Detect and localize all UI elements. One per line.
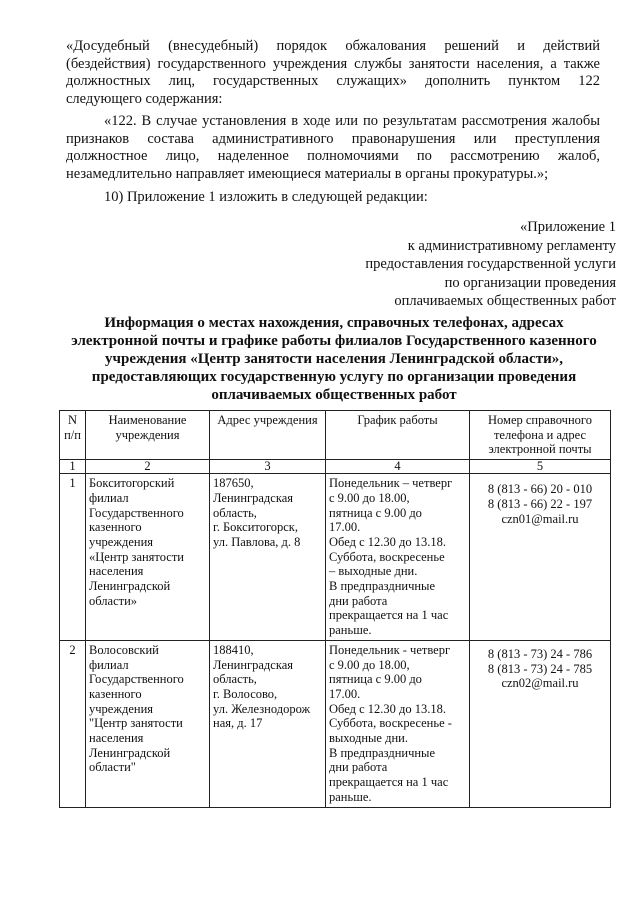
schedule-line: Обед с 12.30 до 13.18.	[329, 701, 446, 716]
table-row	[60, 474, 611, 641]
address-line: ная, д. 17	[213, 716, 263, 731]
column-number-cell: 5	[470, 460, 611, 474]
point-122-line: незамедлительно направляет имеющиеся материалы в органы прокуратуры.»;	[66, 165, 549, 182]
branch-contacts-cell	[470, 640, 611, 807]
point-122-line: признаков состава административного правонарушения или преступления	[66, 130, 600, 147]
branch-name-line: Волосовский	[89, 642, 159, 657]
address-line: ул. Павлова, д. 8	[213, 534, 301, 549]
address-line: Ленинградская	[213, 490, 294, 505]
phone-number: 8 (813 - 66) 20 - 010	[487, 482, 593, 497]
schedule-line: с 9.00 до 18.00,	[329, 490, 410, 505]
point-10-paragraph	[66, 189, 600, 207]
schedule-line: Обед с 12.30 до 13.18.	[329, 534, 446, 549]
branch-name-line: филиал	[89, 657, 129, 672]
column-number-cell: 1	[60, 460, 86, 474]
schedule-line: прекращается на 1 час	[329, 608, 449, 623]
point-122-paragraph	[66, 113, 600, 183]
header-cell-contacts: Номер справочного телефона и адрес электронной почты	[470, 411, 611, 460]
branch-name-line: учреждения	[89, 701, 154, 716]
table-header-row	[60, 411, 611, 460]
branch-schedule-cell	[326, 640, 470, 807]
intro-line: должностных лиц, государственных служащих» дополнить пунктом 122	[66, 73, 600, 90]
address-line: 187650,	[213, 476, 254, 491]
schedule-line: прекращается на 1 час	[329, 775, 449, 790]
schedule-line: с 9.00 до 18.00,	[329, 657, 410, 672]
branch-name-line: населения	[89, 564, 144, 579]
branch-name-line: Государственного	[89, 505, 184, 520]
title-line: Информация о местах нахождения, справочных телефонах, адресах	[104, 315, 564, 331]
column-number-cell: 4	[326, 460, 470, 474]
branch-name-line: филиал	[89, 490, 129, 505]
branch-name-line: "Центр занятости	[89, 716, 183, 731]
point-122-line: должностное лицо, наделенное полномочиями по рассмотрению жалоб,	[66, 148, 600, 165]
address-line: Ленинградская	[213, 657, 294, 672]
schedule-line: Понедельник - четверг	[329, 642, 451, 657]
schedule-line: Суббота, воскресенье -	[329, 716, 452, 731]
schedule-line: раньше.	[329, 789, 372, 804]
schedule-line: раньше.	[329, 623, 372, 638]
branch-name-line: области»	[89, 593, 138, 608]
branch-name-line: «Центр занятости	[89, 549, 184, 564]
schedule-line: выходные дни.	[329, 731, 408, 746]
column-number-cell: 3	[210, 460, 326, 474]
intro-line: «Досудебный (внесудебный) порядок обжалования решений и действий	[66, 38, 600, 54]
row-number: 2	[60, 640, 86, 807]
branch-address-cell	[210, 474, 326, 641]
address-line: ул. Железнодорож	[213, 701, 311, 716]
schedule-line: 17.00.	[329, 520, 361, 535]
schedule-line: пятница с 9.00 до	[329, 505, 422, 520]
address-line: г. Бокситогорск,	[213, 520, 299, 535]
intro-paragraph	[66, 38, 600, 108]
schedule-line: дни работа	[329, 760, 388, 775]
branch-name-line: казенного	[89, 520, 142, 535]
branch-name-line: казенного	[89, 686, 142, 701]
intro-line: следующего содержания:	[66, 90, 223, 107]
address-line: г. Волосово,	[213, 686, 278, 701]
branch-name-line: Ленинградской	[89, 579, 171, 594]
appendix-line: «Приложение 1	[520, 219, 616, 235]
phone-number: 8 (813 - 66) 22 - 197	[487, 496, 593, 511]
branch-name-line: учреждения	[89, 534, 154, 549]
schedule-line: Суббота, воскресенье	[329, 549, 445, 564]
schedule-line: В предпраздничные	[329, 579, 436, 594]
address-line: область,	[213, 505, 257, 520]
phone-number: 8 (813 - 73) 24 - 786	[487, 646, 593, 661]
row-number: 1	[60, 474, 86, 641]
appendix-line: предоставления государственной услуги	[365, 256, 616, 272]
appendix-line: по организации проведения	[444, 274, 616, 291]
table-row	[60, 640, 611, 807]
point-10-line: 10) Приложение 1 изложить в следующей редакции:	[104, 189, 428, 205]
branch-name-line: области"	[89, 760, 136, 775]
address-line: область,	[213, 672, 257, 687]
title-line: учреждения «Центр занятости населения Ленинградской области»,	[105, 351, 563, 367]
schedule-line: В предпраздничные	[329, 745, 436, 760]
branch-name-line: населения	[89, 731, 144, 746]
document-title	[60, 314, 608, 404]
header-cell-address: Адрес учреждения	[210, 411, 326, 460]
title-line: предоставляющих государственную услугу по организации проведения	[91, 369, 577, 385]
column-number-row	[60, 460, 611, 474]
appendix-heading	[365, 218, 616, 311]
branch-name-cell	[86, 474, 210, 641]
branch-name-cell	[86, 640, 210, 807]
appendix-line: оплачиваемых общественных работ	[394, 293, 616, 309]
branch-address-cell	[210, 640, 326, 807]
title-line: оплачиваемых общественных работ	[211, 387, 457, 403]
branches-table	[59, 410, 611, 808]
branch-contacts-cell	[470, 474, 611, 641]
header-cell-num: N п/п	[60, 411, 86, 460]
schedule-line: Понедельник – четверг	[329, 476, 453, 491]
schedule-line: – выходные дни.	[329, 564, 418, 579]
header-cell-name: Наименование учреждения	[86, 411, 210, 460]
title-line: электронной почты и графике работы филиалов Государственного казенного	[71, 333, 597, 349]
branch-name-line: Ленинградской	[89, 745, 171, 760]
email-address: czn02@mail.ru	[501, 676, 579, 691]
header-cell-schedule: График работы	[326, 411, 470, 460]
schedule-line: пятница с 9.00 до	[329, 672, 422, 687]
point-122-line: «122. В случае установления в ходе или по результатам рассмотрения жалобы	[104, 113, 600, 129]
schedule-line: 17.00.	[329, 686, 361, 701]
appendix-line: к административному регламенту	[407, 237, 616, 254]
intro-line: (бездействия) государственного учреждения службы занятости населения, а также	[66, 55, 600, 72]
email-address: czn01@mail.ru	[501, 511, 579, 526]
branch-name-line: Государственного	[89, 672, 184, 687]
branch-name-line: Бокситогорский	[89, 476, 175, 491]
branch-schedule-cell	[326, 474, 470, 641]
phone-number: 8 (813 - 73) 24 - 785	[487, 661, 593, 676]
column-number-cell: 2	[86, 460, 210, 474]
address-line: 188410,	[213, 642, 254, 657]
schedule-line: дни работа	[329, 593, 388, 608]
